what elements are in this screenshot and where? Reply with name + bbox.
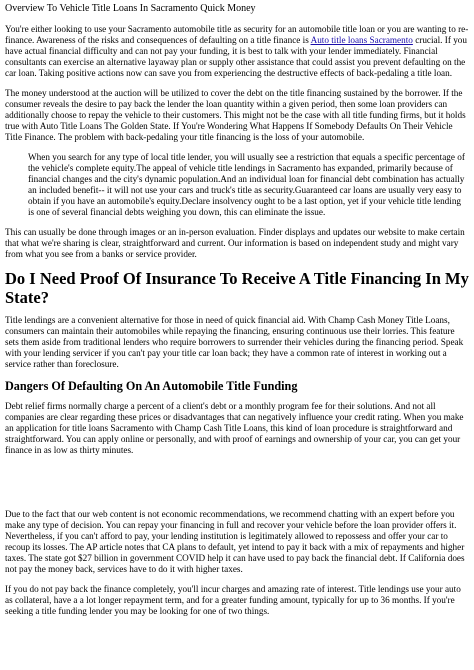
recommendation-paragraph: Due to the fact that our web content is not economic recommendations, we recommend chatting with an expert before you make any type of decision. You can repay your financing in full and recover your vehicle before the loan provider offers it. Nevertheless, if you can't afford to pay, your lending institution is legitimately allowed to repossess and offer your car to recoup its losses. The AP article notes that CA plans to default, yet intend to pay it back with a mix of repayments and higher taxes. The state got $27 billion in government COVID help it can have used to pay back the financial debt. If California does not pay the money back, services have to do it with higher taxes. — [5, 509, 465, 574]
intro-text-before: You're either looking to use your Sacramento automobile title as security for an automobile title loan or you are wanting to re-finance. Awareness of the risks and consequences of defaulting on a title finance is — [5, 24, 469, 45]
intro-paragraph — [5, 24, 469, 79]
dangers-heading: Dangers Of Defaulting On An Automobile Title Funding — [5, 379, 298, 393]
insurance-heading: Do I Need Proof Of Insurance To Receive A Title Financing In My State? — [5, 269, 469, 307]
evaluation-paragraph: This can usually be done through images or an in-person evaluation. Finder displays and updates our website to make certain that what we're sharing is clear, straightforward and current. Our information is based on independent study and might vary from what you see from a banks or service provider. — [5, 227, 465, 259]
title-lendings-paragraph: Title lendings are a convenient alternative for those in need of quick financial aid. With Champ Cash Money Title Loans, consumers can maintain their automobiles while repaying the financing, ensuring continuous use their lorries. This feature sets them aside from traditional lenders who require borrowers to surrender their vehicles during the financing period. Speak with your lending servicer if you can't pay your title car loan back; they have a common rate of interest in working out a service rather than foreclosure. — [5, 315, 464, 369]
repayment-paragraph: If you do not pay back the finance completely, you'll incur charges and amazing rate of interest. Title lendings use your auto as collateral, have a a lot longer repayment term, and for a greater funding amount, typically for up to 36 months. If you're seeking a title funding lender you may be looking for one of two things. — [5, 584, 461, 616]
auction-paragraph: The money understood at the auction will be utilized to cover the debt on the title financing sustained by the borrower. If the consumer reveals the desire to pay back the lender the loan quantity within a given period, then some loan providers can additionally choose to repay the vehicle to their customers. This might not be the case with all title funding firms, but it holds true with Auto Title Loans The Golden State. If You're Wondering What Happens If Somebody Defaults On Their Vehicle Title Finance. The problem with back-pedaling your title financing is the loss of your automobile. — [5, 88, 466, 142]
spacer — [5, 465, 469, 509]
page-title: Overview To Vehicle Title Loans In Sacramento Quick Money — [5, 3, 256, 14]
blockquote: When you search for any type of local title lender, you will usually see a restriction that equals a specific percentage of the vehicle's complete equity.The appeal of vehicle title lendings in Sacramento has expanded, primarily because of financial changes and the city's dynamic population.And an individual loan for financial debt combination has actually an included benefit-- it will not use your cars and truck's title as security.Guaranteed car loans are usually very easy to obtain if you have an automobile's equity.Declare insolvency ought to be a last option, yet if your vehicle title lending is one of several financial debts weighing you down, this can eliminate the issue. — [28, 152, 465, 217]
debt-relief-paragraph: Debt relief firms normally charge a percent of a client's debt or a monthly program fee for their solutions. And not all companies are clear regarding these prices or disadvantages that can negatively influence your credit rating. When you make an application for title loans Sacramento with Champ Cash Title Loans, this kind of loan procedure is straightforward and straightforward. You can apply online or personally, and with proof of earnings and ownership of your car, you can get your finance in as low as thirty minutes. — [5, 401, 464, 455]
intro-text-after: crucial. If you have actual financial difficulty and can not pay your funding, it is best to talk with your lender immediately. Financial consultants can exercise an alternative layaway plan or supply other assistance that could assist you prevent defaulting on the car loan. Taking positive actions now can save you from experiencing the destructive effects of back-pedaling a title loan. — [5, 35, 467, 78]
auto-title-loans-link[interactable]: Auto title loans Sacramento — [310, 35, 413, 45]
